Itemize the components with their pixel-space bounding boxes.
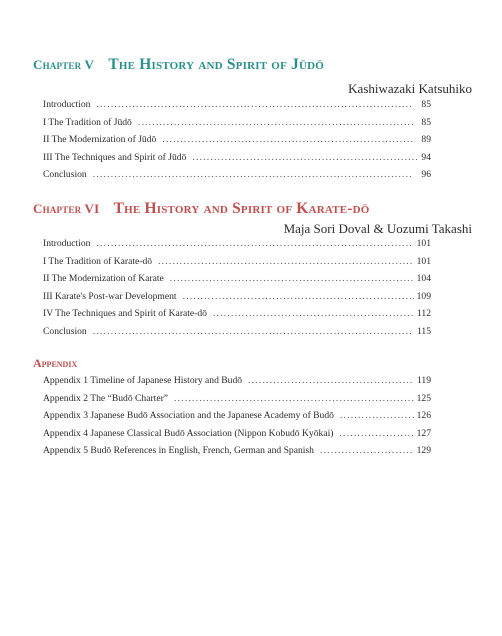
toc-entry-page: 129 <box>416 445 431 456</box>
toc-entry[interactable] <box>43 253 431 271</box>
toc-entry-page: 101 <box>416 238 431 249</box>
toc-entry-label: III Karate's Post-war Development <box>43 290 177 302</box>
toc-entry-page: 94 <box>421 151 431 163</box>
toc-entry[interactable] <box>43 166 431 184</box>
toc-entry[interactable] <box>43 149 431 167</box>
toc-entry[interactable] <box>43 372 431 390</box>
leader-dots <box>158 253 414 271</box>
toc-entry-page: 115 <box>416 325 431 337</box>
toc-entry[interactable] <box>43 270 431 288</box>
chapter-5-heading <box>33 56 324 74</box>
chapter-6-heading <box>33 200 370 218</box>
leader-dots <box>93 166 412 184</box>
chapter-6-toc <box>43 235 431 340</box>
leader-dots <box>162 131 415 149</box>
toc-entry-page: 112 <box>416 308 431 319</box>
leader-dots <box>339 425 413 443</box>
toc-entry[interactable] <box>43 131 431 149</box>
toc-entry[interactable] <box>43 323 431 341</box>
leader-dots <box>213 305 414 323</box>
toc-entry-label: I The Tradition of Jūdō <box>43 116 132 128</box>
toc-entry-label: I The Tradition of Karate-dō <box>43 255 153 267</box>
toc-entry-label: II The Modernization of Karate <box>43 273 164 284</box>
toc-entry-page: 119 <box>416 375 431 386</box>
toc-entry[interactable] <box>43 96 431 114</box>
toc-entry[interactable] <box>43 442 431 460</box>
toc-entry-label: IV The Techniques and Spirit of Karate-dō <box>43 308 207 319</box>
toc-entry-label: Appendix 2 The “Budō Charter” <box>43 392 169 404</box>
leader-dots <box>320 442 414 460</box>
toc-entry[interactable] <box>43 305 431 323</box>
toc-entry[interactable] <box>43 235 431 253</box>
toc-entry-label: Introduction <box>43 99 91 110</box>
leader-dots <box>93 323 412 341</box>
toc-entry-label: Appendix 5 Budō References in English, French, German and Spanish <box>43 445 314 456</box>
toc-entry-label: III The Techniques and Spirit of Jūdō <box>43 151 187 163</box>
leader-dots <box>340 407 414 425</box>
chapter-6-author: Maja Sori Doval & Uozumi Takashi <box>283 221 472 236</box>
toc-entry[interactable] <box>43 407 431 425</box>
toc-entry[interactable] <box>43 425 431 443</box>
leader-dots <box>96 96 412 114</box>
leader-dots <box>248 372 414 390</box>
toc-entry-page: 127 <box>416 427 431 439</box>
toc-entry[interactable] <box>43 114 431 132</box>
chapter-5-author: Kashiwazaki Katsuhiko <box>348 81 472 96</box>
toc-entry-label: Appendix 3 Japanese Budō Association and the Japanese Academy of Budō <box>43 410 334 421</box>
leader-dots <box>183 288 414 306</box>
toc-entry-page: 104 <box>416 273 431 284</box>
toc-entry-label: Introduction <box>43 238 91 249</box>
leader-dots <box>192 149 416 167</box>
leader-dots <box>174 390 414 408</box>
toc-entry[interactable] <box>43 288 431 306</box>
chapter-5-toc <box>43 96 431 184</box>
leader-dots <box>96 235 412 253</box>
toc-entry-label: Appendix 4 Japanese Classical Budō Association (Nippon Kobudō Kyōkai) <box>43 427 334 439</box>
toc-entry-page: 109 <box>416 290 431 302</box>
leader-dots <box>170 270 414 288</box>
leader-dots <box>138 114 414 132</box>
toc-entry-label: II The Modernization of Jūdō <box>43 134 157 145</box>
toc-entry-page: 126 <box>416 410 431 421</box>
appendix-heading: Appendix <box>33 356 78 370</box>
chapter-5-label: Chapter V <box>33 57 95 72</box>
chapter-6-title: The History and Spirit of Karate-dō <box>113 200 370 217</box>
appendix-toc <box>43 372 431 460</box>
toc-entry-label: Conclusion <box>43 325 87 337</box>
toc-entry-page: 125 <box>416 392 431 404</box>
toc-entry-page: 85 <box>421 116 431 128</box>
toc-entry-page: 101 <box>416 255 431 267</box>
chapter-6-label: Chapter VI <box>33 201 100 216</box>
chapter-5-title: The History and Spirit of Jūdō <box>108 56 325 73</box>
toc-entry-page: 85 <box>421 99 431 110</box>
toc-entry-label: Appendix 1 Timeline of Japanese History and Budō <box>43 375 243 386</box>
toc-entry-page: 89 <box>421 134 431 145</box>
toc-entry-label: Conclusion <box>43 169 87 180</box>
toc-entry-page: 96 <box>421 169 431 180</box>
toc-entry[interactable] <box>43 390 431 408</box>
